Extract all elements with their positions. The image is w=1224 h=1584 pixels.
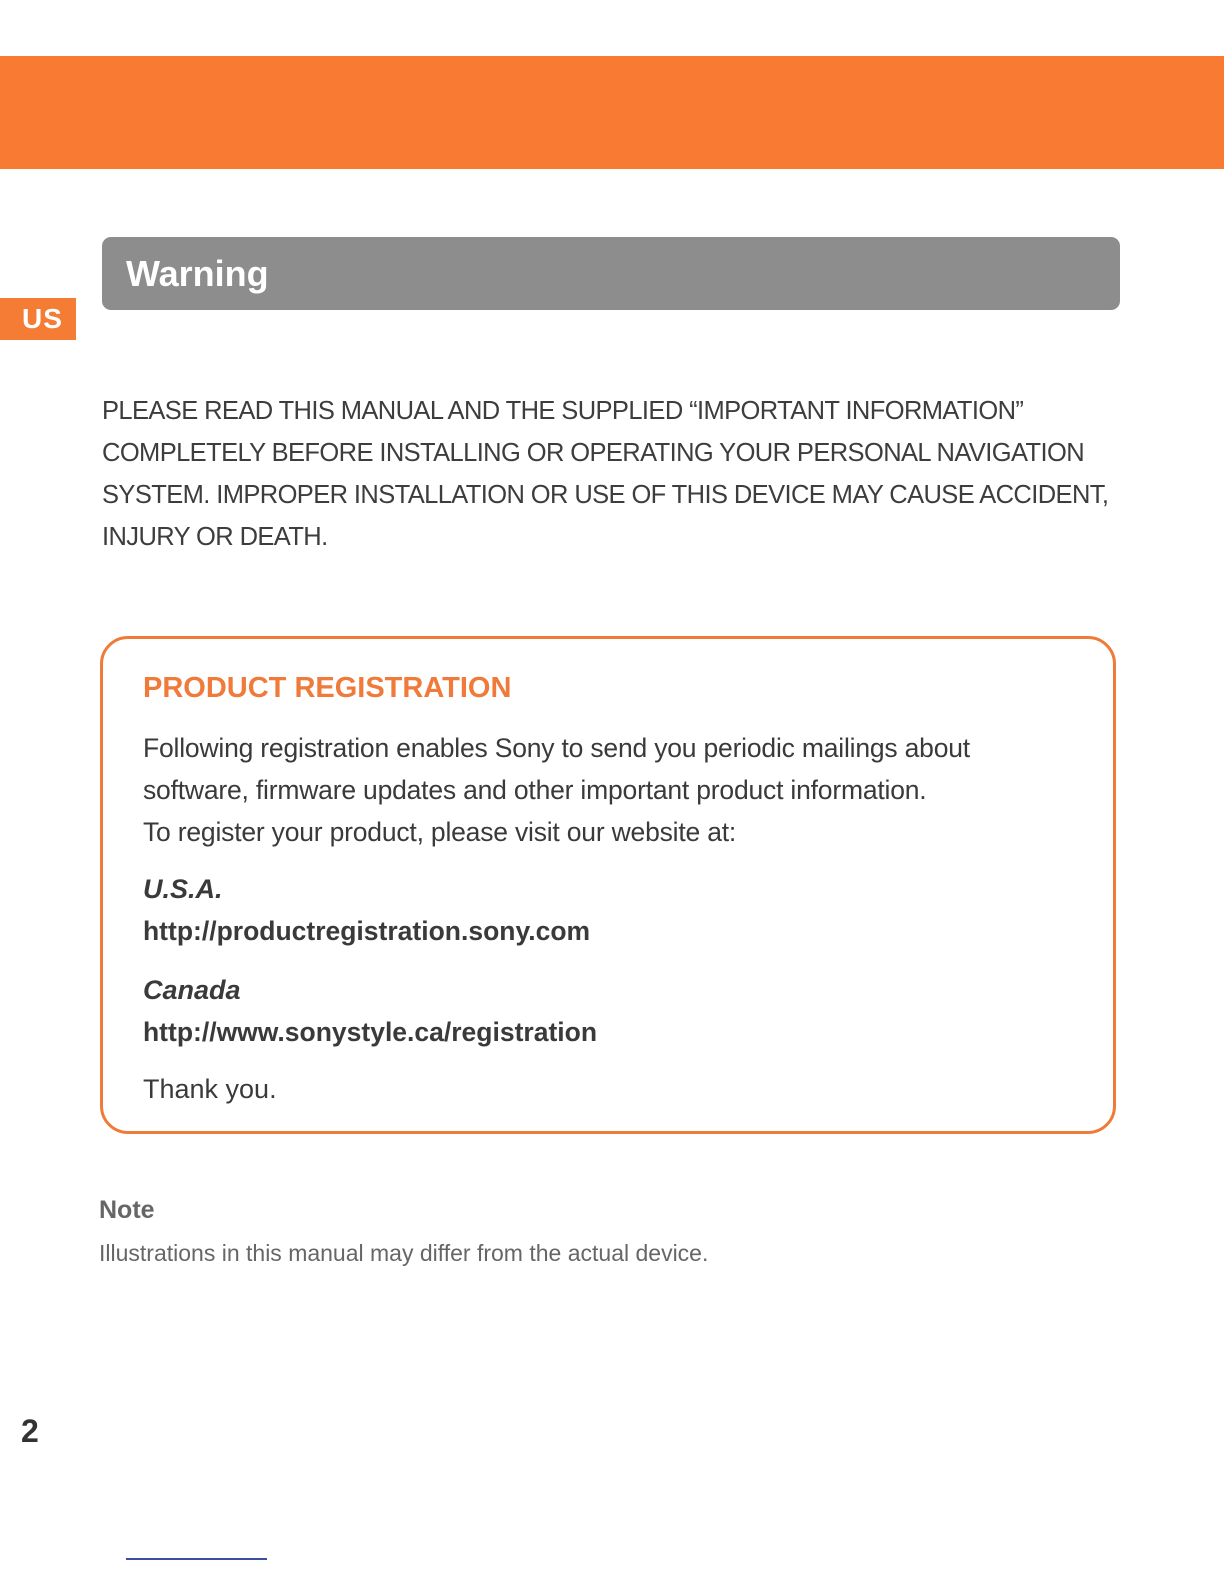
warning-line: INJURY OR DEATH. [102,523,328,551]
canada-registration-link[interactable]: http://www.sonystyle.ca/registration [143,1017,598,1047]
warning-line: PLEASE READ THIS MANUAL AND THE SUPPLIED “IMPORTANT INFORMATION” [102,397,1024,425]
product-registration-box [100,636,1116,1134]
canada-label: Canada [143,975,241,1005]
warning-line: COMPLETELY BEFORE INSTALLING OR OPERATING YOUR PERSONAL NAVIGATION [102,439,1085,467]
usa-registration-link[interactable]: http://productregistration.sony.com [143,916,591,946]
warning-paragraph [102,390,1132,558]
registration-description [143,727,1103,853]
language-tab: US [0,298,76,340]
header-band [0,56,1224,169]
registration-line: To register your product, please visit our website at: [143,817,737,847]
registration-line: Following registration enables Sony to send you periodic mailings about [143,733,970,763]
warning-banner [102,237,1120,310]
bottom-rule [126,1558,267,1560]
note-title: Note [99,1196,155,1224]
warning-title: Warning [126,253,269,294]
usa-label: U.S.A. [143,874,223,904]
note-text: Illustrations in this manual may differ from the actual device. [99,1240,709,1266]
page-number: 2 [21,1413,39,1449]
registration-line: software, firmware updates and other important product information. [143,775,927,805]
thank-you-text: Thank you. [143,1074,277,1104]
warning-line: SYSTEM. IMPROPER INSTALLATION OR USE OF THIS DEVICE MAY CAUSE ACCIDENT, [102,481,1109,509]
registration-title: PRODUCT REGISTRATION [143,672,512,704]
